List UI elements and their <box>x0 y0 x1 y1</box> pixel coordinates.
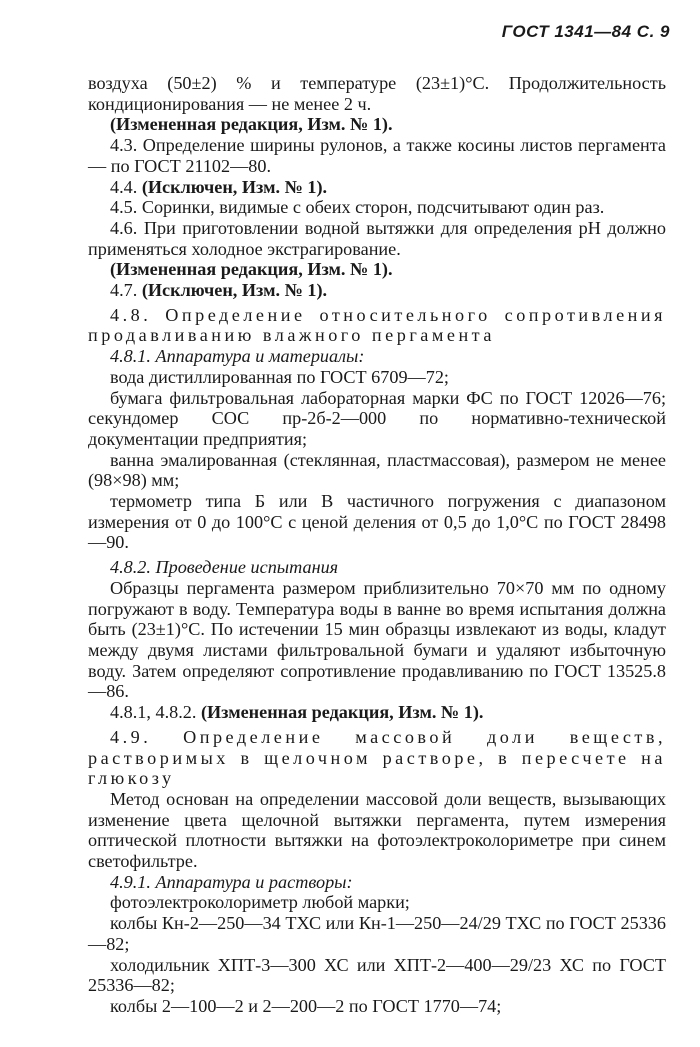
amendment-note: (Измененная редакция, Изм. № 1). <box>110 114 393 135</box>
list-item: термометр типа Б или В частичного погружения с диапазоном измерения от 0 до 100°С с ценой деления от 0,5 до 1,0°С по ГОСТ 28498—90. <box>88 491 666 553</box>
list-item: ванна эмалированная (стеклянная, пластмассовая), размером не менее (98×98) мм; <box>88 449 666 491</box>
paragraph: 4.5. Соринки, видимые с обеих сторон, подсчитывают один раз. <box>110 197 605 218</box>
subsection-heading: 4.8.1. Аппаратура и материалы: <box>110 346 365 367</box>
paragraph: Метод основан на определении массовой доли веществ, вызывающих изменение цвета щелочной вытяжки пергамента, путем измерения оптической плотности вытяжки на фотоэлектроколориметре при синем светофильтре. <box>88 788 666 872</box>
list-item: колбы Кн-2—250—34 ТХС или Кн-1—250—24/29 ТХС по ГОСТ 25336—82; <box>88 913 666 954</box>
amendment-note: (Измененная редакция, Изм. № 1). <box>110 259 393 280</box>
list-item: бумага фильтровальная лабораторная марки ФС по ГОСТ 12026—76; секундомер СОС пр-2б-2—000 по нормативно-технической документации предприятия; <box>88 387 666 449</box>
list-item: фотоэлектроколориметр любой марки; <box>110 892 410 913</box>
excluded-clause: 4.4. (Исключен, Изм. № 1). <box>110 176 328 197</box>
paragraph: Образцы пергамента размером приблизительно 70×70 мм по одному погружают в воду. Температура воды в ванне во время испытания должна быть (23±1)°С. По истечении 15 мин образцы извлекают из воды, кладут между двумя листами фильтровальной бумаги и удаляют избыточную воду. Затем определяют сопротивление продавливанию по ГОСТ 13525.8—86. <box>88 577 666 702</box>
paragraph: воздуха (50±2) % и температуре (23±1)°С. Продолжительность кондиционирования — не менее 2 ч. <box>88 73 666 114</box>
list-item: холодильник ХПТ-3—300 ХС или ХПТ-2—400—29/23 ХС по ГОСТ 25336—82; <box>88 954 666 996</box>
section-heading: 4.8. Определение относительного сопротивления продавливанию влажного пергамента <box>88 304 666 346</box>
document-body <box>88 73 666 1017</box>
section-heading: 4.9. Определение массовой доли веществ, растворимых в щелочном растворе, в пересчете на глюкозу <box>88 726 666 789</box>
paragraph: 4.3. Определение ширины рулонов, а также косины листов пергамента — по ГОСТ 21102—80. <box>88 135 666 176</box>
subsection-heading: 4.8.2. Проведение испытания <box>110 557 339 578</box>
amendment-note: 4.8.1, 4.8.2. (Измененная редакция, Изм. № 1). <box>110 702 484 723</box>
running-head: ГОСТ 1341—84 С. 9 <box>501 22 670 41</box>
list-item: вода дистиллированная по ГОСТ 6709—72; <box>110 366 449 387</box>
subsection-heading: 4.9.1. Аппаратура и растворы: <box>110 871 353 892</box>
excluded-clause: 4.7. (Исключен, Изм. № 1). <box>110 280 328 301</box>
list-item: колбы 2—100—2 и 2—200—2 по ГОСТ 1770—74; <box>110 995 502 1016</box>
paragraph: 4.6. При приготовлении водной вытяжки для определения pH должно применяться холодное экстрагирование. <box>88 217 666 259</box>
